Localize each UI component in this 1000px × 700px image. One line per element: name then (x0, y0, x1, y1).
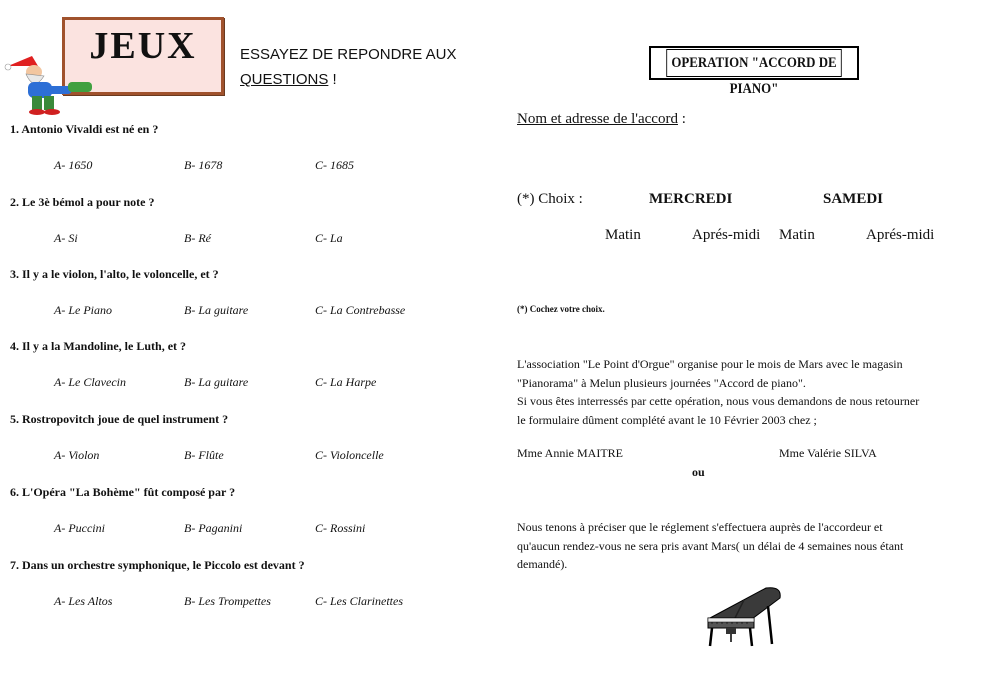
nom-adresse-colon: : (677, 111, 686, 127)
nom-adresse-text: Nom et adresse de l'accord (517, 111, 678, 127)
day-mercredi: MERCREDI (649, 191, 733, 207)
q7-option-b: B- Les Trompettes (184, 594, 271, 608)
question-7: 7. Dans un orchestre symphonique, le Piccolo est devant ? (10, 558, 305, 572)
mercredi-matin: Matin (605, 227, 641, 243)
q3-option-c: C- La Contrebasse (315, 303, 406, 317)
paragraph-1-line-3: Si vous êtes interressés par cette opération, nous vous demandons de nous retourner (517, 394, 920, 408)
q2-option-a: A- Si (54, 231, 78, 245)
gnome-illustration (4, 52, 96, 116)
jeux-title: JEUX (89, 25, 197, 67)
q4-option-b: B- La guitare (184, 375, 249, 389)
instructions-line1: ESSAYEZ DE REPONDRE AUX (240, 46, 457, 63)
nom-adresse-label (517, 111, 686, 128)
q1-option-b: B- 1678 (184, 158, 223, 172)
paragraph-1-line-4: le formulaire dûment complété avant le 10 Février 2003 chez ; (517, 412, 817, 427)
question-5: 5. Rostropovitch joue de quel instrument ? (10, 412, 229, 426)
q3-option-b: B- La guitare (184, 303, 249, 317)
q4-option-a: A- Le Clavecin (54, 375, 126, 389)
q3-option-a: A- Le Piano (54, 303, 112, 317)
question-2: 2. Le 3è bémol a pour note ? (10, 195, 155, 209)
paragraph-2 (517, 518, 987, 574)
q2-option-b: B- Ré (184, 231, 211, 245)
question-4: 4. Il y a la Mandoline, le Luth, et ? (10, 339, 187, 353)
samedi-apres-midi: Aprés-midi (866, 227, 935, 243)
instructions-tail: ! (328, 71, 337, 88)
choix-label: (*) Choix : (517, 191, 583, 207)
q2-option-c: C- La (315, 231, 343, 245)
paragraph-1 (517, 355, 987, 429)
q5-option-b: B- Flûte (184, 448, 224, 462)
paragraph-2-line-1: Nous tenons à préciser que le réglement s'effectuera auprès de l'accordeur et (517, 520, 883, 534)
mercredi-apres-midi: Aprés-midi (692, 227, 761, 243)
q7-option-a: A- Les Altos (54, 594, 113, 608)
q7-option-c: C- Les Clarinettes (315, 594, 404, 608)
grand-piano-illustration (704, 584, 786, 650)
instructions (240, 42, 480, 92)
q4-option-c: C- La Harpe (315, 375, 377, 389)
choice-note: (*) Cochez votre choix. (517, 304, 605, 314)
q1-option-c: C- 1685 (315, 158, 354, 172)
day-samedi: SAMEDI (823, 191, 884, 207)
contact-ou: ou (692, 465, 705, 479)
contact-annie: Mme Annie MAITRE (517, 446, 623, 460)
instructions-line2 (240, 67, 480, 92)
q5-option-a: A- Violon (54, 448, 100, 462)
q5-option-c: C- Violoncelle (315, 448, 384, 462)
q6-option-c: C- Rossini (315, 521, 366, 535)
paragraph-2-line-2: qu'aucun rendez-vous ne sera pris avant Mars( un délai de 4 semaines nous étant (517, 538, 904, 553)
q6-option-b: B- Paganini (184, 521, 243, 535)
paragraph-1-line-2: "Pianorama" à Melun plusieurs journées "Accord de piano". (517, 375, 806, 390)
q1-option-a: A- 1650 (54, 158, 93, 172)
question-6: 6. L'Opéra "La Bohème" fût composé par ? (10, 485, 236, 499)
contact-valerie: Mme Valérie SILVA (779, 446, 877, 460)
paragraph-1-line-1: L'association "Le Point d'Orgue" organise pour le mois de Mars avec le magasin (517, 357, 903, 371)
question-1: 1. Antonio Vivaldi est né en ? (10, 122, 159, 136)
q6-option-a: A- Puccini (54, 521, 105, 535)
instructions-questions: QUESTIONS (240, 71, 329, 88)
operation-title: OPERATION "ACCORD DE PIANO" (666, 49, 841, 77)
samedi-matin: Matin (779, 227, 815, 243)
paragraph-2-line-3: demandé). (517, 557, 568, 571)
question-3: 3. Il y a le violon, l'alto, le voloncelle, et ? (10, 267, 219, 281)
